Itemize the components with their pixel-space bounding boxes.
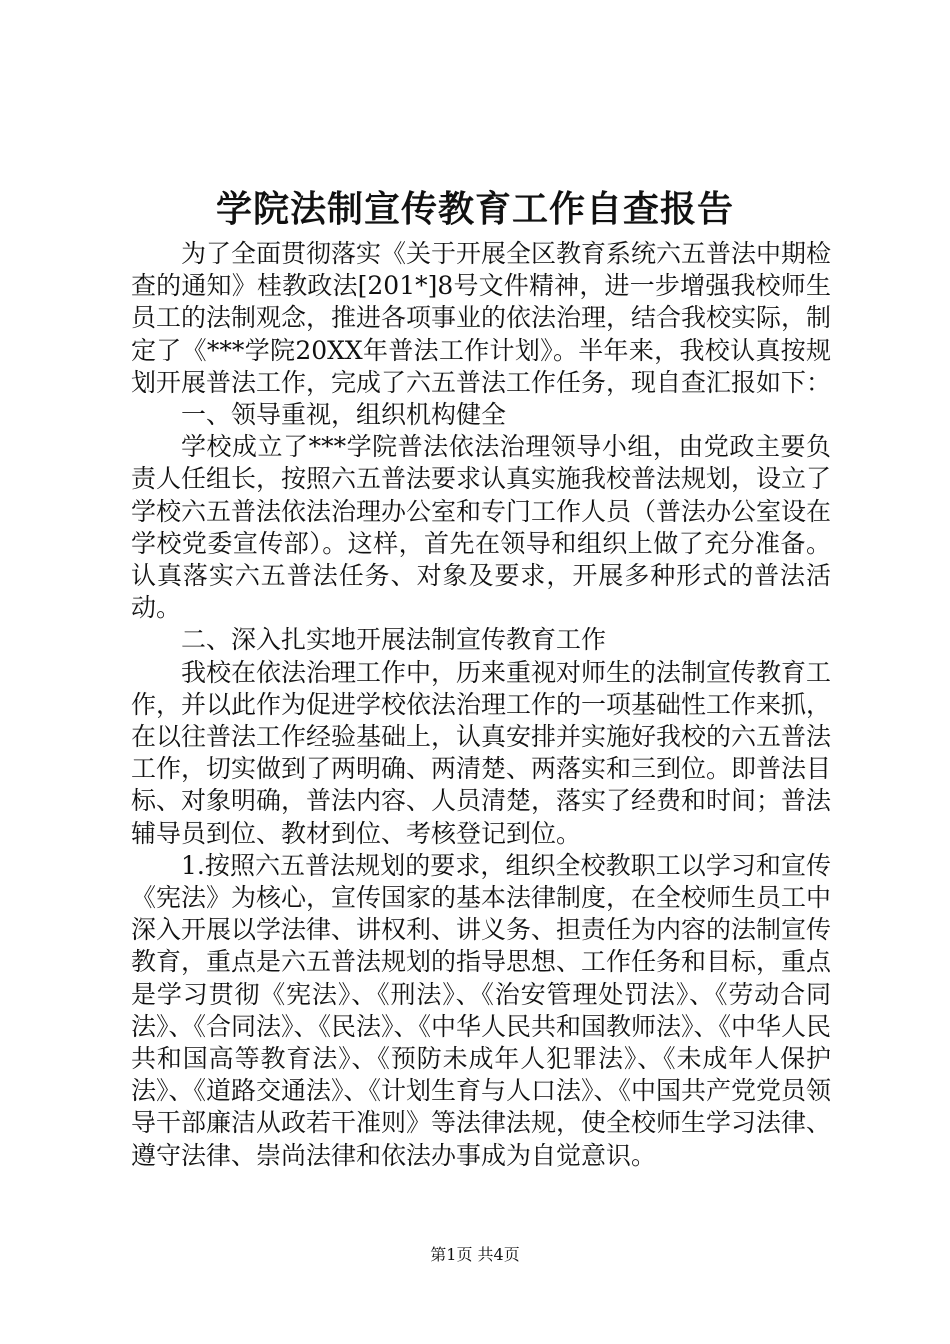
section-heading-leadership: 一、领导重视，组织机构健全 [181, 400, 507, 430]
leadership-paragraph: 学校成立了***学院普法依法治理领导小组，由党政主要负责人任组长，按照六五普法要求认真实施我校普法规划，设立了学校六五普法依法治理办公室和专门工作人员（普法办公室设在学校党委宣传部）。这样，首先在领导和组织上做了充分准备。认真落实六五普法任务、对象及要求，开展多种形式的普法活动。 [131, 432, 832, 623]
document-title: 学院法制宣传教育工作自查报告 [215, 189, 734, 230]
section-heading-education: 二、深入扎实地开展法制宣传教育工作 [181, 625, 607, 655]
document-body [131, 238, 831, 1172]
item-1-paragraph: 1.按照六五普法规划的要求，组织全校教职工以学习和宣传《宪法》为核心，宣传国家的基本法律制度，在全校师生员工中深入开展以学法律、讲权利、讲义务、担责任为内容的法制宣传教育，重点是六五普法规划的指导思想、工作任务和目标，重点是学习贯彻《宪法》、《刑法》、《治安管理处罚法》、《劳动合同法》、《合同法》、《民法》、《中华人民共和国教师法》、《中华人民共和国高等教育法》、《预防未成年人犯罪法》、《未成年人保护法》、《道路交通法》、《计划生育与人口法》、《中国共产党党员领导干部廉洁从政若干准则》等法律法规，使全校师生学习法律、遵守法律、崇尚法律和依法办事成为自觉意识。 [131, 850, 832, 1170]
page-number: 第1页 共4页 [430, 1245, 520, 1264]
intro-paragraph: 为了全面贯彻落实《关于开展全区教育系统六五普法中期检查的通知》桂教政法[201*]8号文件精神，进一步增强我校师生员工的法制观念，推进各项事业的依法治理，结合我校实际，制定了《***学院20XX年普法工作计划》。半年来，我校认真按规划开展普法工作，完成了六五普法工作任务，现自查汇报如下： [131, 239, 832, 397]
education-paragraph: 我校在依法治理工作中，历来重视对师生的法制宣传教育工作，并以此作为促进学校依法治理工作的一项基础性工作来抓，在以往普法工作经验基础上，认真安排并实施好我校的六五普法工作，切实做到了两明确、两清楚、两落实和三到位。即普法目标、对象明确，普法内容、人员清楚，落实了经费和时间；普法辅导员到位、教材到位、考核登记到位。 [131, 657, 832, 848]
